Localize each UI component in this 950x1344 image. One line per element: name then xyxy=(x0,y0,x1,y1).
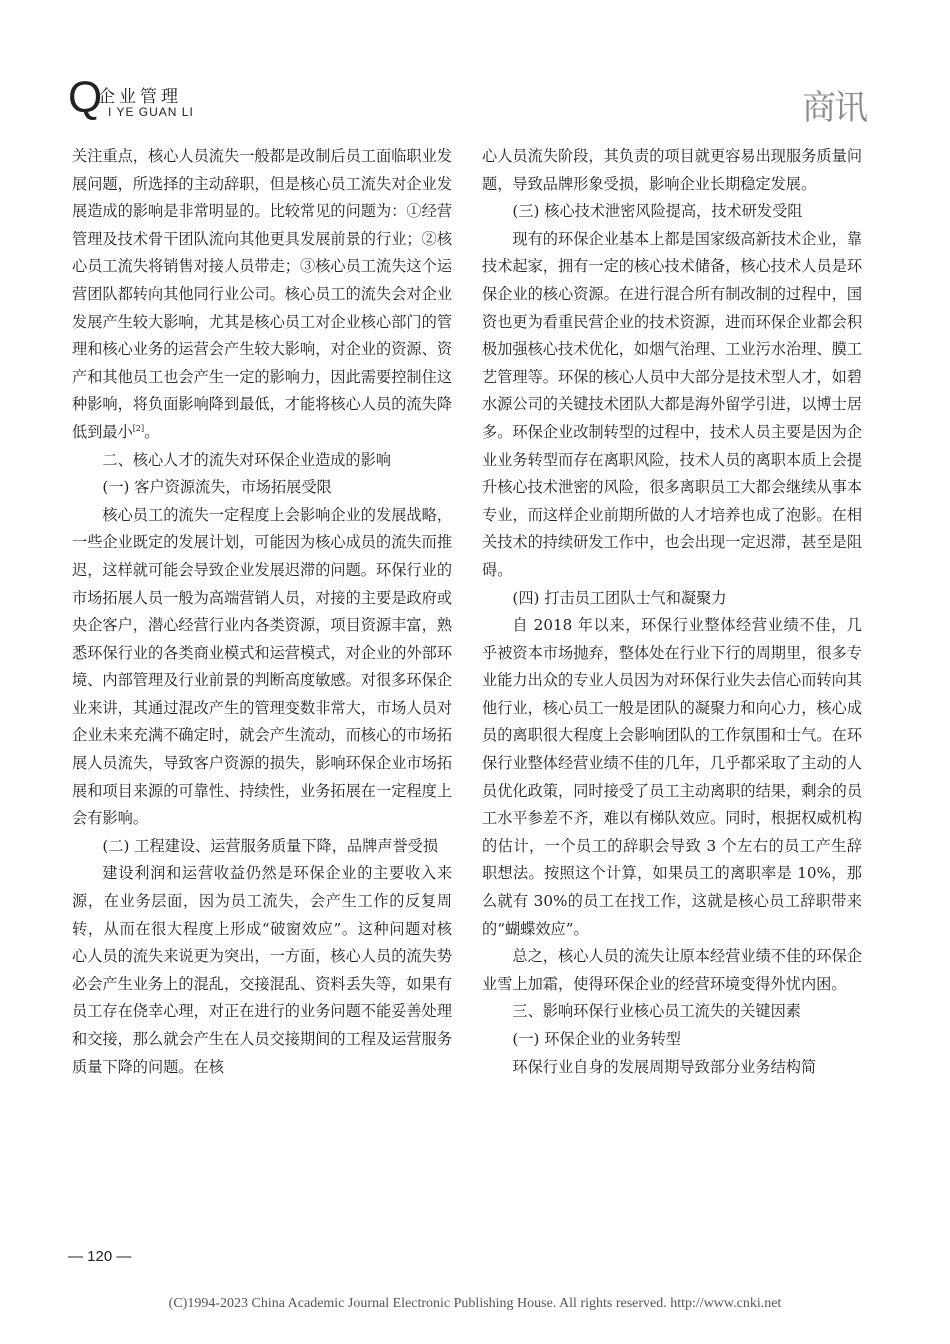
paragraph: 总之，核心人员的流失让原本经营业绩不佳的环保企业雪上加霜，使得环保企业的经营环境变得外忧内困。 xyxy=(482,947,862,993)
subsection-heading: (一) 客户资源流失，市场拓展受限 xyxy=(102,478,332,497)
left-column xyxy=(72,143,452,1081)
section-title-en: I YE GUAN LI xyxy=(108,105,194,119)
paragraph: 建设利润和运营收益仍然是环保企业的主要收入来源，在业务层面，因为员工流失，会产生工作的反复周转，从而在很大程度上形成“破窗效应”。这种问题对核心人员的流失来说更为突出，一方面，核心人员的流失势必会产生业务上的混乱，交接混乱、资料丢失等，如果有员工存在侥幸心理，对正在进行的业务问题不能妥善处理和交接，那么就会产生在人员交接期间的工程及运营服务质量下降的问题。在核 xyxy=(72,864,452,1076)
copyright-footer: (C)1994-2023 China Academic Journal Electronic Publishing House. All rights reserved. http://www.cnki.net xyxy=(168,1296,782,1311)
paragraph: 现有的环保企业基本上都是国家级高新技术企业，靠技术起家，拥有一定的核心技术储备，核心技术人员是环保企业的核心资源。在进行混合所有制改制的过程中，国资也更为看重民营企业的技术资源，进而环保企业都会积极加强核心技术优化，如烟气治理、工业污水治理、膜工艺管理等。环保的核心人员中大部分是技术型人才，如碧水源公司的关键技术团队大都是海外留学引进，以博士居多。环保企业改制转型的过程中，技术人员主要是因为企业业务转型而存在离职风险，技术人员的离职本质上会提升核心技术泄密的风险，很多离职员工大都会继续从事本专业，而这样企业前期所做的人才培养也成了泡影。在相关技术的持续研发工作中，也会出现一定迟滞，甚至是阻碍。 xyxy=(482,229,862,579)
subsection-heading: (二) 工程建设、运营服务质量下降，品牌声誉受损 xyxy=(102,836,439,855)
journal-header xyxy=(68,72,868,132)
paragraph: 环保行业自身的发展周期导致部分业务结构简 xyxy=(512,1057,817,1076)
paragraph: 关注重点，核心人员流失一般都是改制后员工面临职业发展问题，所选择的主动辞职，但是核心员工流失对企业发展造成的影响是非常明显的。比较常见的问题为：①经营管理及技术骨干团队流向其他更具发展前景的行业；②核心员工流失将销售对接人员带走；③核心员工流失这个运营团队都转向其他同行业公司。核心员工的流失会对企业发展产生较大影响，尤其是核心员工对企业核心部门的管理和核心业务的运营会产生较大影响，对企业的资源、资产和其他员工也会产生一定的影响力，因此需要控制住这种影响，将负面影响降到最低，才能将核心人员的流失降低到最小[2]。 xyxy=(72,147,452,441)
paragraph: 核心员工的流失一定程度上会影响企业的发展战略，一些企业既定的发展计划，可能因为核心成员的流失而推迟，这样就可能会导致企业发展迟滞的问题。环保行业的市场拓展人员一般为高端营销人员，对接的主要是政府或央企客户，潜心经营行业内各类资源，项目资源丰富，熟悉环保行业的各类商业模式和运营模式，对企业的外部环境、内部管理及行业前景的判断高度敏感。对很多环保企业来讲，其通过混改产生的管理变数非常大，市场人员对企业未来充满不确定时，就会产生流动，而核心的市场拓展人员流失，导致客户资源的损失，影响环保企业市场拓展和项目来源的可靠性、持续性，业务拓展在一定程度上会有影响。 xyxy=(72,505,452,828)
citation-ref: [2] xyxy=(132,423,145,433)
section-title-cn: 企业管理 xyxy=(98,87,182,107)
paragraph: 自 2018 年以来，环保行业整体经营业绩不佳，几乎被资本市场抛弃，整体处在行业下行的周期里，很多专业能力出众的专业人员因为对环保行业失去信心而转向其他行业，核心员工一般是团队的凝聚力和向心力，核心成员的离职很大程度上会影响团队的工作氛围和士气。在环保行业整体经营业绩不佳的几年，几乎都采取了主动的人员优化政策，同时接受了员工主动离职的结果，剩余的员工水平参差不齐，难以有梯队效应。同时，根据权威机构的估计，一个员工的辞职会导致 3 个左右的员工产生辞职想法。按照这个计算，如果员工的离职率是 10%，那么就有 30%的员工在找工作，这就是核心员工辞职带来的“蝴蝶效应”。 xyxy=(482,616,862,938)
subsection-heading: (一) 环保企业的业务转型 xyxy=(512,1030,681,1048)
subsection-heading: (四) 打击员工团队士气和凝聚力 xyxy=(512,588,727,607)
right-column xyxy=(482,143,862,1081)
subsection-heading: (三) 核心技术泄密风险提高，技术研发受阻 xyxy=(512,202,803,221)
section-heading: 三、影响环保行业核心员工流失的关键因素 xyxy=(512,1002,801,1021)
magazine-brand: 商讯 xyxy=(802,88,866,128)
paragraph: 心人员流失阶段，其负责的项目就更容易出现服务质量问题，导致品牌形象受损，影响企业长期稳定发展。 xyxy=(482,147,862,193)
page-number: — 120 — xyxy=(68,1248,132,1265)
journal-logo-letter: Q xyxy=(68,73,103,122)
section-heading: 二、核心人才的流失对环保企业造成的影响 xyxy=(102,450,391,469)
